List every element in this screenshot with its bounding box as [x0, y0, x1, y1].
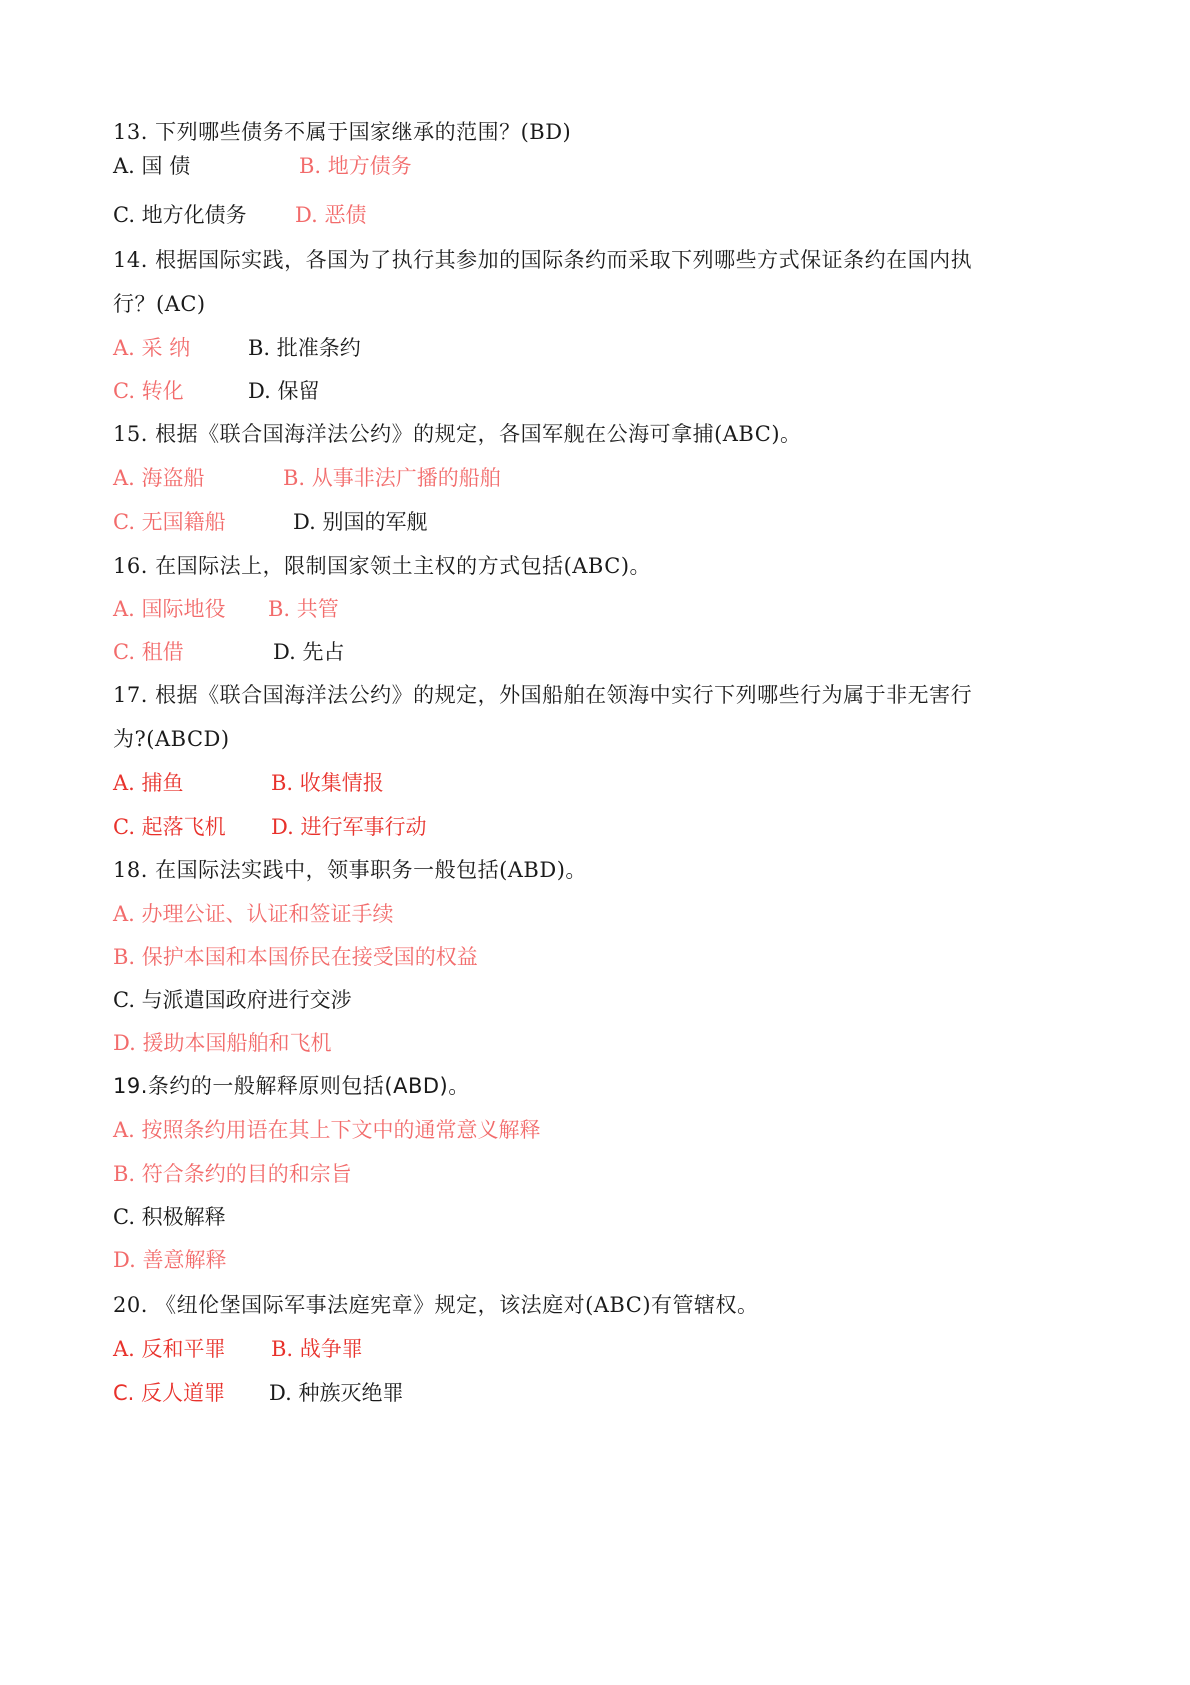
q14-option-b: B. 批准条约 — [248, 336, 361, 360]
q14-option-c: C. 转化 — [113, 379, 184, 403]
question-20-options-row-1 — [113, 1335, 1113, 1363]
question-16-options-row-2 — [113, 638, 1113, 666]
q19-option-b: B. 符合条约的目的和宗旨 — [113, 1162, 352, 1186]
q16-option-d: D. 先占 — [273, 640, 345, 664]
q14-option-a: A. 采 纳 — [113, 336, 191, 360]
question-15-options-row-2 — [113, 508, 1113, 536]
question-14-options-row-2 — [113, 377, 1113, 405]
q19-option-a: A. 按照条约用语在其上下文中的通常意义解释 — [113, 1118, 541, 1142]
q18-option-b: B. 保护本国和本国侨民在接受国的权益 — [113, 945, 478, 969]
question-15-options-row-1 — [113, 464, 1113, 492]
question-13-stem: 13. 下列哪些债务不属于国家继承的范围？(BD) — [113, 120, 572, 144]
q17-option-b: B. 收集情报 — [271, 771, 384, 795]
q17-option-a: A. 捕鱼 — [113, 771, 184, 795]
question-17-options-row-2 — [113, 813, 1113, 841]
q17-option-d: D. 进行军事行动 — [271, 815, 427, 839]
q19-option-d: D. 善意解释 — [113, 1248, 227, 1272]
question-20-options-row-2 — [113, 1379, 1113, 1407]
q18-option-a: A. 办理公证、认证和签证手续 — [113, 902, 394, 926]
q20-option-b: B. 战争罪 — [271, 1337, 363, 1361]
question-19-stem: 19.条约的一般解释原则包括(ABD)。 — [113, 1074, 470, 1098]
q20-option-d: D. 种族灭绝罪 — [269, 1381, 404, 1405]
question-16-stem: 16. 在国际法上，限制国家领土主权的方式包括(ABC)。 — [113, 554, 652, 578]
q15-option-d: D. 别国的军舰 — [293, 510, 428, 534]
q15-option-a: A. 海盗船 — [113, 466, 205, 490]
q15-option-b: B. 从事非法广播的船舶 — [283, 466, 501, 490]
q15-option-c: C. 无国籍船 — [113, 510, 226, 534]
question-13-options-row-2 — [113, 201, 1113, 229]
q20-option-a: A. 反和平罪 — [113, 1337, 226, 1361]
question-14-options-row-1 — [113, 334, 1113, 362]
question-17-stem-line-2: 为?(ABCD) — [113, 727, 230, 751]
question-17-options-row-1 — [113, 769, 1113, 797]
q17-option-c: C. 起落飞机 — [113, 815, 226, 839]
q16-option-c: C. 租借 — [113, 640, 184, 664]
q16-option-b: B. 共管 — [268, 597, 339, 621]
q20-option-c: C. 反人道罪 — [113, 1381, 226, 1405]
question-16-options-row-1 — [113, 595, 1113, 623]
question-18-stem: 18. 在国际法实践中，领事职务一般包括(ABD)。 — [113, 858, 587, 882]
question-15-stem: 15. 根据《联合国海洋法公约》的规定，各国军舰在公海可拿捕(ABC)。 — [113, 422, 802, 446]
question-20-stem: 20. 《纽伦堡国际军事法庭宪章》规定，该法庭对(ABC)有管辖权。 — [113, 1293, 759, 1317]
q13-option-d: D. 恶债 — [295, 203, 367, 227]
q19-option-c: C. 积极解释 — [113, 1205, 226, 1229]
q13-option-a: A. 国 债 — [113, 154, 191, 178]
q14-option-d: D. 保留 — [248, 379, 320, 403]
q18-option-d: D. 援助本国船舶和飞机 — [113, 1031, 332, 1055]
question-14-stem-line-1: 14. 根据国际实践，各国为了执行其参加的国际条约而采取下列哪些方式保证条约在国内执 — [113, 248, 973, 272]
q18-option-c: C. 与派遣国政府进行交涉 — [113, 988, 352, 1012]
question-13-options-row-1 — [113, 152, 1113, 180]
q13-option-b: B. 地方债务 — [299, 154, 412, 178]
question-14-stem-line-2: 行？(AC) — [113, 292, 206, 316]
q13-option-c: C. 地方化债务 — [113, 203, 247, 227]
q16-option-a: A. 国际地役 — [113, 597, 226, 621]
question-17-stem-line-1: 17. 根据《联合国海洋法公约》的规定，外国船舶在领海中实行下列哪些行为属于非无害行 — [113, 683, 973, 707]
